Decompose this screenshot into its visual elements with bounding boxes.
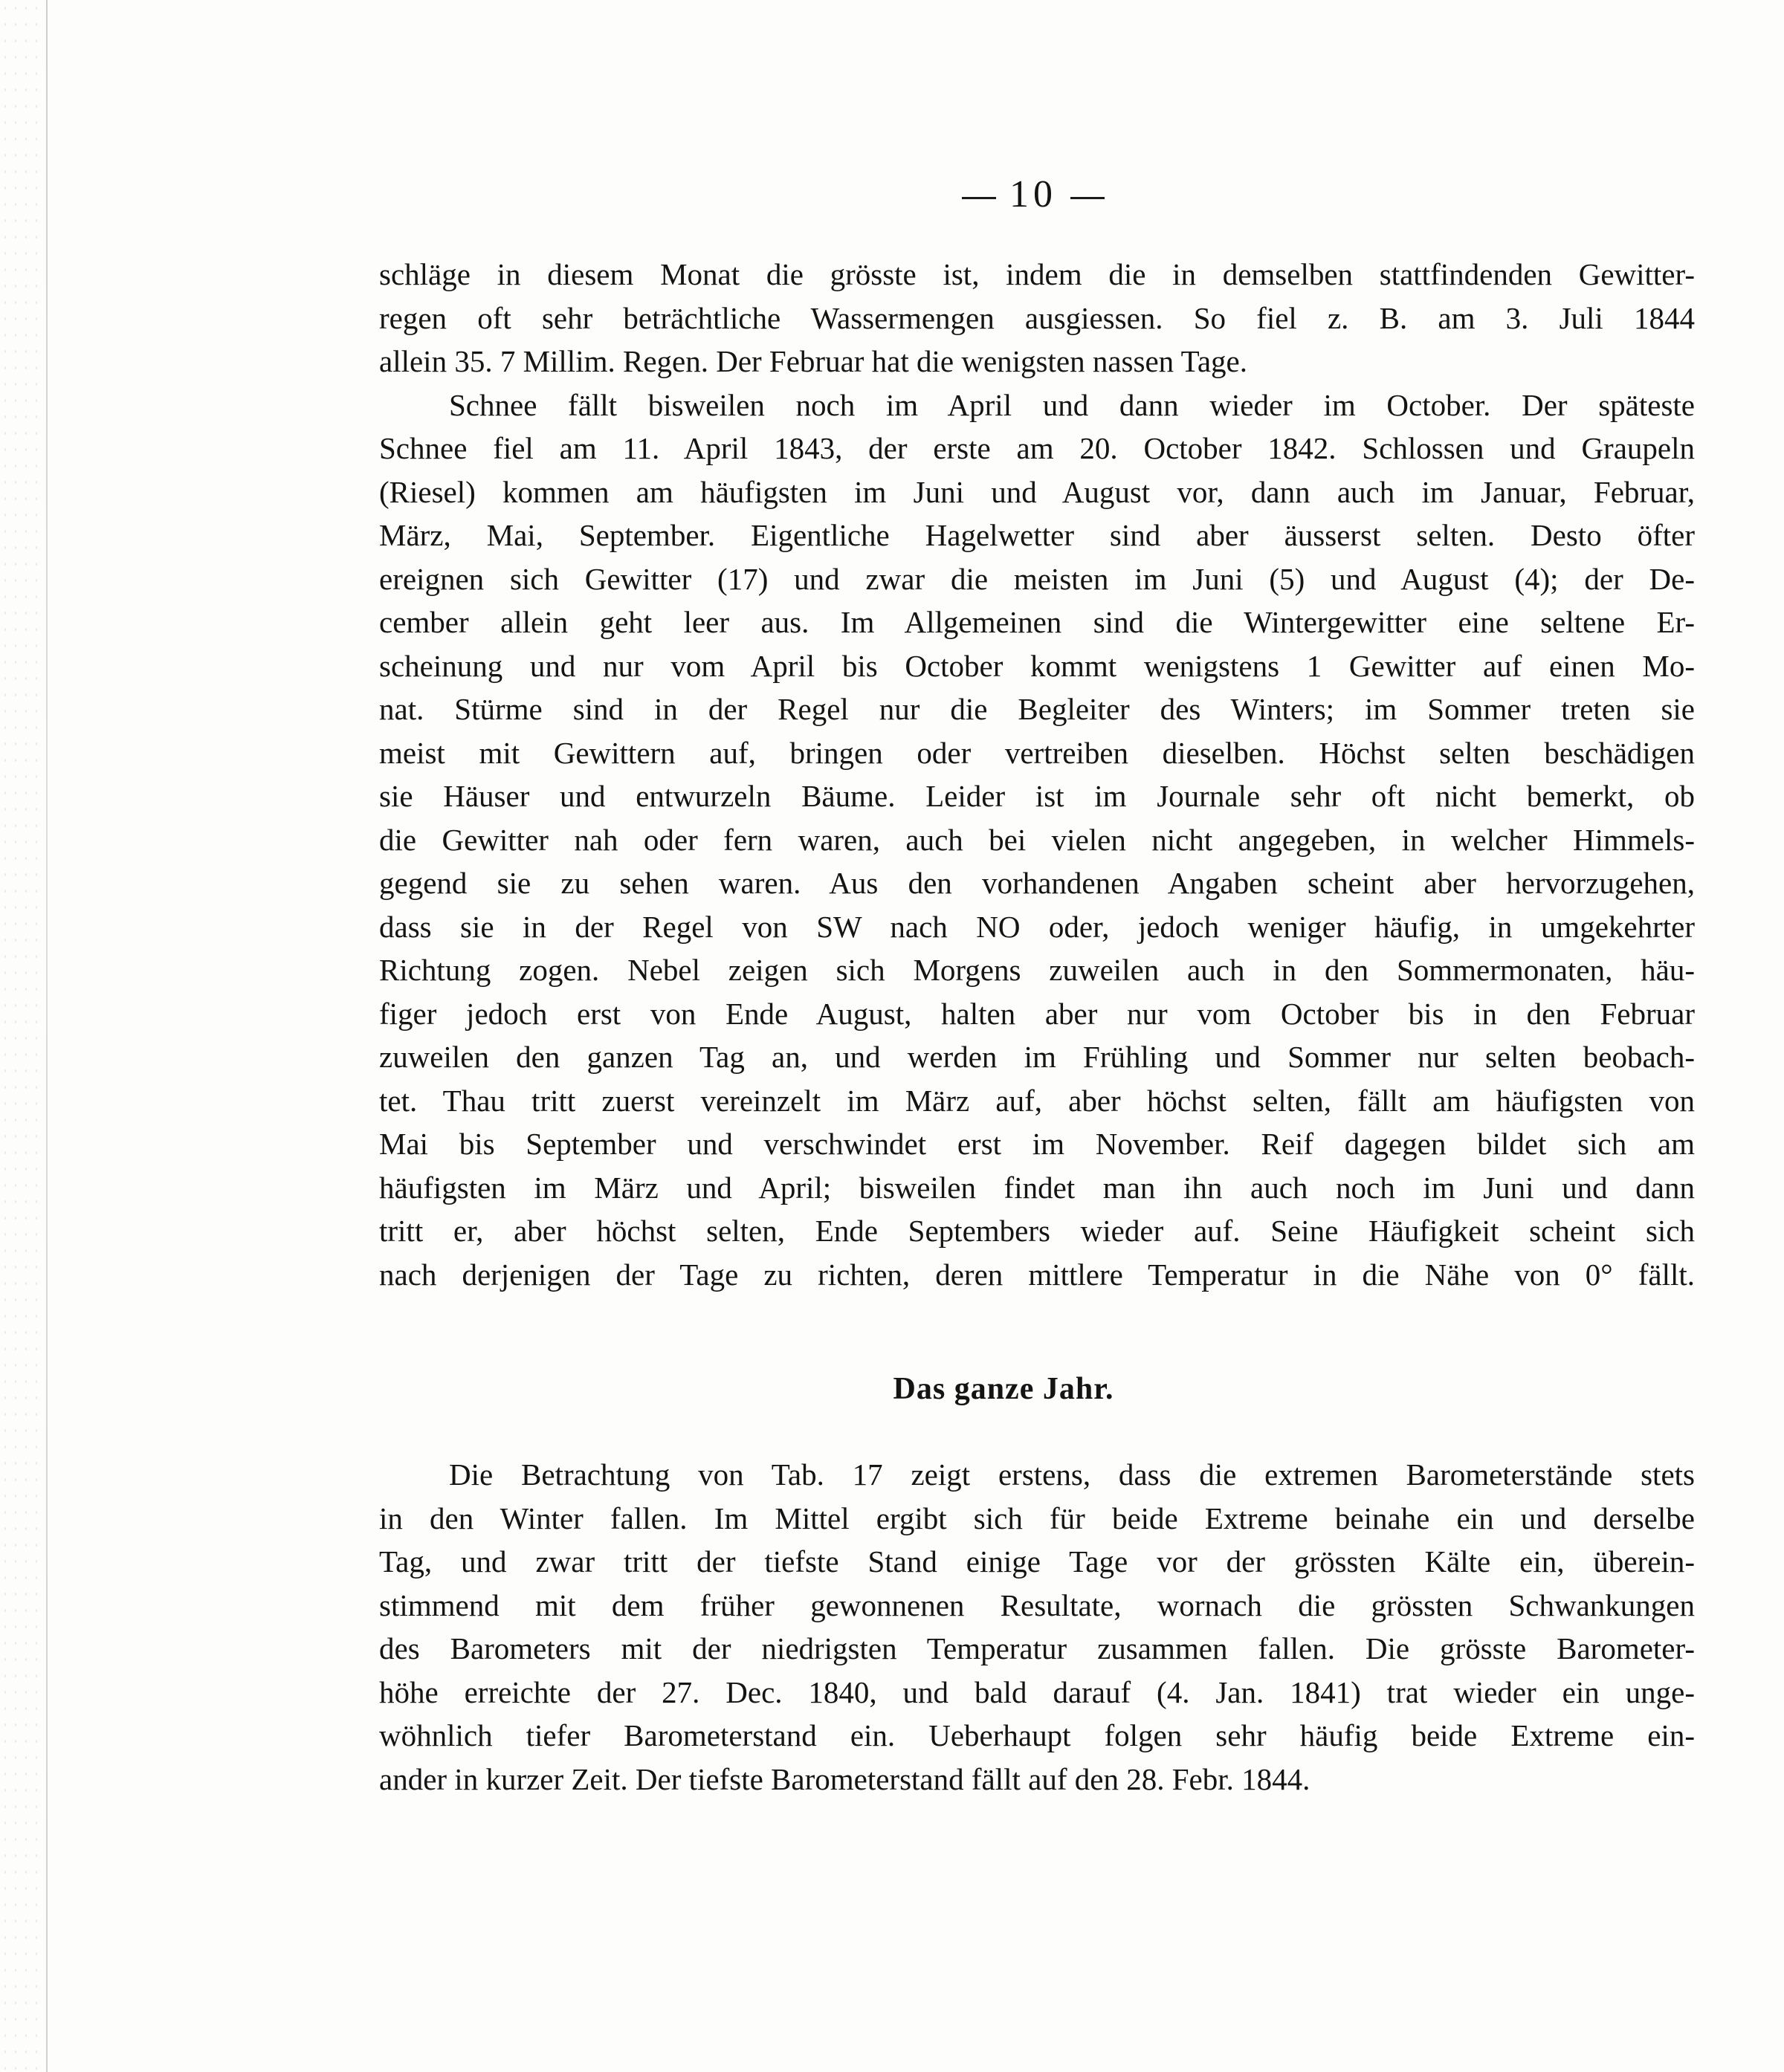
text-line: regen oft sehr beträchtliche Wassermengen ausgiessen. So fiel z. B. am 3. Juli 1844: [379, 300, 1695, 335]
text-line: tet. Thau tritt zuerst vereinzelt im März auf, aber höchst selten, fällt am häufigsten von: [379, 1083, 1695, 1118]
text-line: nat. Stürme sind in der Regel nur die Begleiter des Winters; im Sommer treten sie: [379, 692, 1695, 726]
text-line: meist mit Gewittern auf, bringen oder vertreiben dieselben. Höchst selten beschädigen: [379, 735, 1695, 770]
text-line: ereignen sich Gewitter (17) und zwar die meisten im Juni (5) und August (4); der De-: [379, 561, 1695, 596]
text-line: zuweilen den ganzen Tag an, und werden im Frühling und Sommer nur selten beobach-: [379, 1040, 1695, 1074]
text-line: dass sie in der Regel von SW nach NO oder, jedoch weniger häufig, in umgekehrter: [379, 909, 1695, 944]
page-number-value: 10: [1009, 173, 1057, 216]
text-line: Tag, und zwar tritt der tiefste Stand einige Tage vor der grössten Kälte ein, überein-: [379, 1544, 1695, 1579]
margin-rule: [46, 0, 48, 2072]
body-text-top: [379, 253, 1695, 1296]
text-line: Mai bis September und verschwindet erst im November. Reif dagegen bildet sich am: [379, 1127, 1695, 1161]
text-line: nach derjenigen der Tage zu richten, deren mittlere Temperatur in die Nähe von 0° fällt.: [379, 1257, 1695, 1292]
text-line: ander in kurzer Zeit. Der tiefste Barometerstand fällt auf den 28. Febr. 1844.: [379, 1761, 1310, 1796]
text-line: März, Mai, September. Eigentliche Hagelwetter sind aber äusserst selten. Desto öfter: [379, 518, 1695, 552]
text-line: schläge in diesem Monat die grösste ist, indem die in demselben stattfindenden Gewitter-: [379, 257, 1695, 291]
text-line: allein 35. 7 Millim. Regen. Der Februar hat die wenigsten nassen Tage.: [379, 344, 1247, 378]
text-line: gegend sie zu sehen waren. Aus den vorhandenen Angaben scheint aber hervorzugehen,: [379, 866, 1695, 900]
text-line: Schnee fiel am 11. April 1843, der erste am 20. October 1842. Schlossen und Graupeln: [379, 431, 1695, 465]
text-line: sie Häuser und entwurzeln Bäume. Leider ist im Journale sehr oft nicht bemerkt, ob: [379, 779, 1695, 813]
text-line: häufigsten im März und April; bisweilen findet man ihn auch noch im Juni und dann: [379, 1170, 1695, 1205]
page-number-dash-left: [962, 197, 996, 199]
page-number-dash-right: [1070, 197, 1105, 199]
body-text-bottom: [379, 1453, 1695, 1801]
text-line: figer jedoch erst von Ende August, halten aber nur vom October bis in den Februar: [379, 996, 1695, 1031]
text-line: wöhnlich tiefer Barometerstand ein. Ueberhaupt folgen sehr häufig beide Extreme ein-: [379, 1718, 1695, 1752]
text-line: Schnee fällt bisweilen noch im April und dann wieder im October. Der späteste: [449, 387, 1695, 422]
section-heading: Das ganze Jahr.: [893, 1372, 1114, 1406]
text-line: höhe erreichte der 27. Dec. 1840, und bald darauf (4. Jan. 1841) trat wieder ein unge-: [379, 1674, 1695, 1709]
page-edge-texture: [0, 0, 43, 2072]
text-line: die Gewitter nah oder fern waren, auch bei vielen nicht angegeben, in welcher Himmels-: [379, 822, 1695, 857]
text-line: cember allein geht leer aus. Im Allgemeinen sind die Wintergewitter eine seltene Er-: [379, 605, 1695, 639]
text-line: Richtung zogen. Nebel zeigen sich Morgens zuweilen auch in den Sommermonaten, häu-: [379, 953, 1695, 987]
page-number: [922, 172, 1145, 216]
text-line: (Riesel) kommen am häufigsten im Juni und August vor, dann auch im Januar, Februar,: [379, 474, 1695, 509]
text-line: stimmend mit dem früher gewonnenen Resultate, wornach die grössten Schwankungen: [379, 1587, 1695, 1622]
text-line: tritt er, aber höchst selten, Ende Septembers wieder auf. Seine Häufigkeit scheint sich: [379, 1214, 1695, 1248]
text-line: Die Betrachtung von Tab. 17 zeigt erstens, dass die extremen Barometerstände stets: [449, 1457, 1695, 1492]
text-line: des Barometers mit der niedrigsten Temperatur zusammen fallen. Die grösste Barometer-: [379, 1631, 1695, 1665]
text-line: scheinung und nur vom April bis October kommt wenigstens 1 Gewitter auf einen Mo-: [379, 648, 1695, 683]
text-line: in den Winter fallen. Im Mittel ergibt sich für beide Extreme beinahe ein und derselbe: [379, 1500, 1695, 1535]
